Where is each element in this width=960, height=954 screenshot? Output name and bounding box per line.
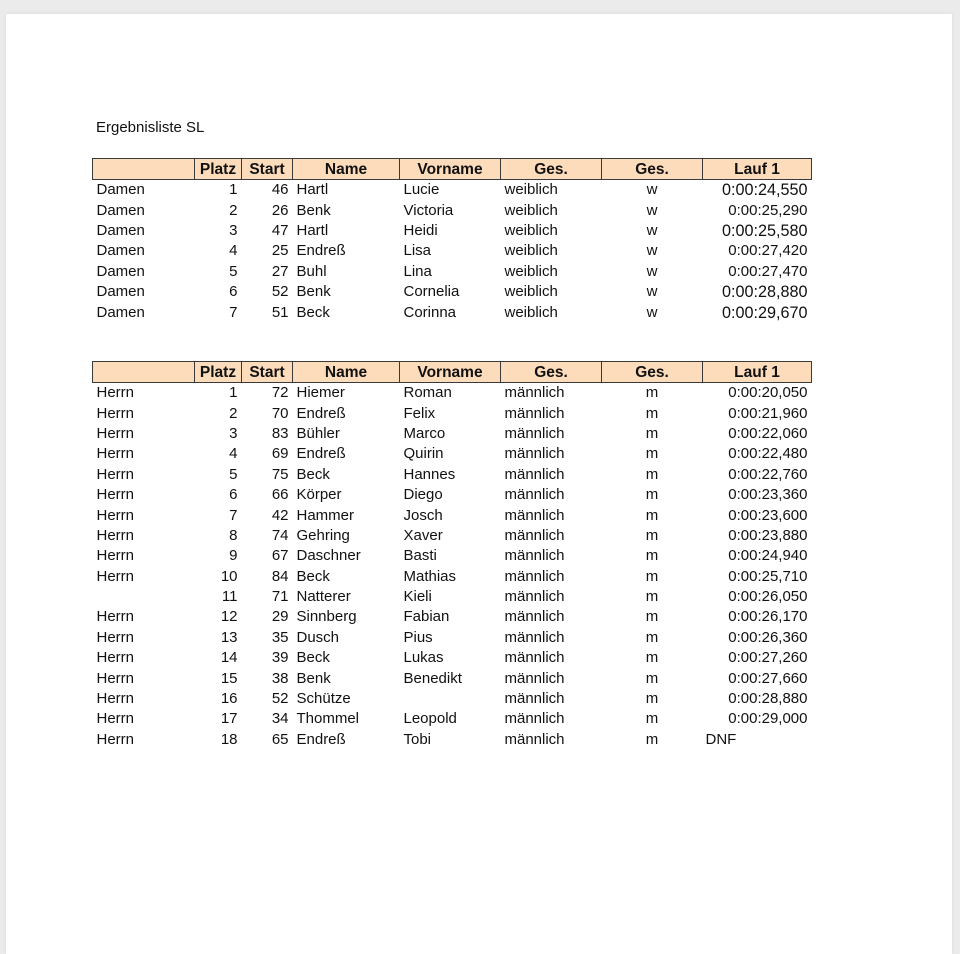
cell-group: Herrn [96,384,135,402]
cell-group: Herrn [96,404,135,422]
cell-start: 51 [271,303,289,321]
header-cell-lauf-1: Lauf 1 [703,159,812,180]
cell-vorname: Roman [403,384,452,402]
table-row [93,689,812,709]
cell-geschlecht-kurz: m [645,547,659,565]
cell-lauf-1: 0:00:27,260 [728,649,808,667]
table-row [93,587,812,607]
cell-geschlecht-kurz: m [645,710,659,728]
cell-geschlecht-kurz: m [645,486,659,504]
cell-geschlecht: männlich [504,730,565,748]
table-row [93,262,812,282]
cell-group: Herrn [96,730,135,748]
cell-geschlecht-kurz: m [645,384,659,402]
cell-lauf-1: DNF [705,730,737,748]
header-cell-vorname: Vorname [400,362,501,383]
cell-platz: 2 [229,201,238,219]
cell-lauf-1: 0:00:20,050 [728,384,808,402]
cell-vorname: Xaver [403,526,443,544]
cell-lauf-1: 0:00:26,170 [728,608,808,626]
cell-platz: 2 [229,404,238,422]
cell-vorname: Basti [403,547,437,565]
cell-vorname: Leopold [403,710,457,728]
cell-vorname: Corinna [403,303,457,321]
cell-group: Herrn [96,628,135,646]
cell-platz: 4 [229,242,238,260]
cell-geschlecht-kurz: m [645,649,659,667]
document-page [6,14,952,954]
cell-start: 69 [271,445,289,463]
cell-lauf-1: 0:00:25,290 [728,201,808,219]
cell-group: Herrn [96,465,135,483]
cell-lauf-1: 0:00:22,060 [728,424,808,442]
cell-geschlecht-kurz: m [645,628,659,646]
cell-name: Dusch [296,628,340,646]
table-row [93,200,812,220]
header-cell-platz: Platz [195,362,242,383]
cell-vorname: Diego [403,486,443,504]
cell-geschlecht-kurz: w [646,221,658,239]
cell-name: Benk [296,283,331,301]
table-row [93,628,812,648]
header-cell-group [93,159,195,180]
cell-name: Endreß [296,404,346,422]
cell-group: Herrn [96,649,135,667]
cell-vorname: Quirin [403,445,444,463]
table-row [93,709,812,729]
cell-start: 52 [271,283,289,301]
cell-lauf-1: 0:00:23,600 [728,506,808,524]
cell-group: Herrn [96,567,135,585]
cell-vorname: Lukas [403,649,444,667]
results-table-damen [92,158,812,323]
cell-group [93,587,195,607]
cell-lauf-1: 0:00:22,480 [728,445,808,463]
cell-geschlecht-kurz: m [645,526,659,544]
cell-lauf-1: 0:00:27,420 [728,242,808,260]
cell-start: 42 [271,506,289,524]
cell-name: Benk [296,201,331,219]
cell-geschlecht: weiblich [504,303,558,321]
results-table-herren [92,361,812,750]
cell-group: Herrn [96,486,135,504]
cell-vorname [400,689,501,709]
cell-name: Thommel [296,710,360,728]
cell-start: 84 [271,567,289,585]
cell-geschlecht: männlich [504,506,565,524]
header-cell-platz: Platz [195,159,242,180]
cell-geschlecht-kurz: m [645,424,659,442]
cell-start: 67 [271,547,289,565]
cell-group: Damen [96,242,145,260]
cell-group: Herrn [96,690,135,708]
cell-name: Benk [296,669,331,687]
header-cell-group [93,362,195,383]
cell-name: Endreß [296,242,346,260]
cell-start: 74 [271,526,289,544]
header-cell-geschlecht: Ges. [501,362,602,383]
cell-group: Herrn [96,526,135,544]
cell-group: Herrn [96,424,135,442]
cell-vorname: Hannes [403,465,456,483]
cell-geschlecht: weiblich [504,221,558,239]
cell-geschlecht-kurz: m [645,445,659,463]
table-row [93,730,812,750]
cell-lauf-1: 0:00:27,660 [728,669,808,687]
cell-group: Damen [96,201,145,219]
cell-name: Sinnberg [296,608,357,626]
cell-platz: 11 [221,588,238,606]
cell-platz: 6 [229,486,238,504]
cell-start: 27 [271,262,289,280]
cell-geschlecht-kurz: w [646,303,658,321]
cell-start: 29 [271,608,289,626]
cell-start: 34 [271,710,289,728]
cell-lauf-1: 0:00:23,360 [728,486,808,504]
table-row [93,546,812,566]
cell-geschlecht-kurz: m [645,730,659,748]
header-cell-geschlecht-kurz: Ges. [602,362,703,383]
cell-vorname: Josch [403,506,443,524]
cell-geschlecht: weiblich [504,262,558,280]
cell-geschlecht: männlich [504,465,565,483]
cell-platz: 4 [229,445,238,463]
cell-lauf-1: 0:00:27,470 [728,262,808,280]
cell-geschlecht-kurz: w [646,201,658,219]
table-row [93,465,812,485]
cell-group: Herrn [96,669,135,687]
cell-geschlecht: männlich [504,526,565,544]
cell-platz: 14 [220,649,238,667]
cell-platz: 8 [229,526,238,544]
cell-lauf-1: 0:00:26,360 [728,628,808,646]
cell-lauf-1: 0:00:24,550 [721,181,808,200]
cell-geschlecht-kurz: m [645,608,659,626]
cell-group: Damen [96,283,145,301]
cell-platz: 1 [229,384,238,402]
cell-start: 52 [271,690,289,708]
cell-start: 35 [271,628,289,646]
cell-geschlecht: männlich [504,547,565,565]
cell-platz: 18 [220,730,238,748]
table-row [93,444,812,464]
cell-name: Endreß [296,730,346,748]
header-cell-name: Name [293,362,400,383]
cell-vorname: Lucie [403,181,440,199]
cell-geschlecht: männlich [504,486,565,504]
cell-name: Bühler [296,424,340,442]
table-row [93,241,812,261]
cell-vorname: Kieli [403,588,432,606]
cell-geschlecht: weiblich [504,201,558,219]
cell-start: 26 [271,201,289,219]
cell-geschlecht: männlich [504,649,565,667]
cell-group: Damen [96,181,145,199]
cell-platz: 5 [229,465,238,483]
cell-lauf-1: 0:00:25,580 [721,221,808,240]
cell-lauf-1: 0:00:26,050 [728,588,808,606]
cell-name: Hartl [296,181,329,199]
table-row [93,668,812,688]
header-cell-vorname: Vorname [400,159,501,180]
cell-lauf-1: 0:00:24,940 [728,547,808,565]
cell-geschlecht-kurz: w [646,242,658,260]
cell-platz: 17 [220,710,238,728]
cell-start: 71 [271,588,289,606]
cell-name: Hammer [296,506,355,524]
cell-geschlecht: männlich [504,628,565,646]
cell-vorname: Fabian [403,608,450,626]
cell-start: 83 [271,424,289,442]
cell-geschlecht-kurz: m [645,588,659,606]
cell-start: 46 [271,181,289,199]
cell-vorname: Mathias [403,567,457,585]
cell-geschlecht: männlich [504,424,565,442]
table-row [93,567,812,587]
table-row [93,403,812,423]
cell-start: 66 [271,486,289,504]
cell-platz: 3 [229,221,238,239]
cell-geschlecht-kurz: m [645,465,659,483]
cell-group: Herrn [96,710,135,728]
cell-geschlecht-kurz: m [645,404,659,422]
cell-platz: 7 [229,506,238,524]
cell-group: Damen [96,303,145,321]
cell-vorname: Lisa [403,242,432,260]
cell-lauf-1: 0:00:25,710 [728,567,808,585]
cell-group: Damen [96,221,145,239]
cell-name: Körper [296,486,342,504]
cell-geschlecht: männlich [504,384,565,402]
cell-group: Herrn [96,608,135,626]
cell-lauf-1: 0:00:29,000 [728,710,808,728]
cell-geschlecht: weiblich [504,181,558,199]
header-cell-geschlecht-kurz: Ges. [602,159,703,180]
cell-name: Daschner [296,547,361,565]
cell-platz: 12 [220,608,238,626]
cell-vorname: Cornelia [403,283,460,301]
table-header-row [93,362,812,383]
cell-name: Beck [296,465,330,483]
cell-platz: 16 [220,690,238,708]
cell-start: 65 [271,730,289,748]
table-row [93,424,812,444]
cell-group: Herrn [96,547,135,565]
cell-geschlecht: männlich [504,608,565,626]
header-cell-start: Start [242,159,293,180]
header-cell-geschlecht: Ges. [501,159,602,180]
cell-platz: 13 [220,628,238,646]
cell-geschlecht-kurz: m [645,567,659,585]
cell-vorname: Heidi [403,221,438,239]
cell-geschlecht: männlich [504,669,565,687]
cell-geschlecht: männlich [504,567,565,585]
cell-name: Hiemer [296,384,345,402]
cell-vorname: Tobi [403,730,432,748]
cell-group: Herrn [96,506,135,524]
cell-geschlecht-kurz: m [645,669,659,687]
cell-geschlecht-kurz: w [646,283,658,301]
header-cell-lauf-1: Lauf 1 [703,362,812,383]
cell-geschlecht: weiblich [504,242,558,260]
cell-lauf-1: 0:00:28,880 [721,283,808,302]
cell-platz: 9 [229,547,238,565]
table-row [93,282,812,302]
table-row [93,648,812,668]
cell-geschlecht: männlich [504,404,565,422]
cell-name: Natterer [296,588,351,606]
document-title: Ergebnisliste SL [96,119,205,136]
cell-start: 72 [271,384,289,402]
header-cell-start: Start [242,362,293,383]
cell-start: 38 [271,669,289,687]
cell-vorname: Pius [403,628,433,646]
cell-start: 70 [271,404,289,422]
cell-platz: 6 [229,283,238,301]
cell-geschlecht: männlich [504,710,565,728]
cell-name: Beck [296,303,330,321]
cell-platz: 15 [220,669,238,687]
table-body [93,383,812,751]
cell-group: Herrn [96,445,135,463]
cell-name: Hartl [296,221,329,239]
cell-geschlecht-kurz: w [646,262,658,280]
cell-lauf-1: 0:00:28,880 [728,690,808,708]
cell-platz: 5 [229,262,238,280]
cell-name: Beck [296,567,330,585]
cell-vorname: Marco [403,424,446,442]
cell-vorname: Victoria [403,201,454,219]
cell-name: Gehring [296,526,350,544]
header-cell-name: Name [293,159,400,180]
cell-geschlecht-kurz: m [645,690,659,708]
cell-geschlecht-kurz: w [646,181,658,199]
cell-geschlecht: männlich [504,445,565,463]
cell-start: 39 [271,649,289,667]
cell-platz: 1 [229,181,238,199]
cell-lauf-1: 0:00:29,670 [721,303,808,322]
cell-start: 75 [271,465,289,483]
table-row [93,180,812,201]
cell-name: Buhl [296,262,327,280]
cell-geschlecht-kurz: m [645,506,659,524]
cell-lauf-1: 0:00:22,760 [728,465,808,483]
cell-name: Schütze [296,690,351,708]
cell-vorname: Felix [403,404,436,422]
cell-lauf-1: 0:00:23,880 [728,526,808,544]
cell-vorname: Benedikt [403,669,462,687]
cell-vorname: Lina [403,262,432,280]
cell-group: Damen [96,262,145,280]
table-header-row [93,159,812,180]
table-row [93,485,812,505]
cell-geschlecht: männlich [504,588,565,606]
cell-start: 47 [271,221,289,239]
cell-platz: 3 [229,424,238,442]
table-row [93,607,812,627]
cell-name: Endreß [296,445,346,463]
cell-platz: 7 [229,303,238,321]
table-body [93,180,812,323]
table-row [93,302,812,322]
table-row [93,526,812,546]
table-row [93,221,812,241]
table-row [93,383,812,404]
cell-platz: 10 [220,567,238,585]
cell-start: 25 [271,242,289,260]
cell-lauf-1: 0:00:21,960 [728,404,808,422]
cell-geschlecht: männlich [504,690,565,708]
table-row [93,505,812,525]
cell-name: Beck [296,649,330,667]
cell-geschlecht: weiblich [504,283,558,301]
